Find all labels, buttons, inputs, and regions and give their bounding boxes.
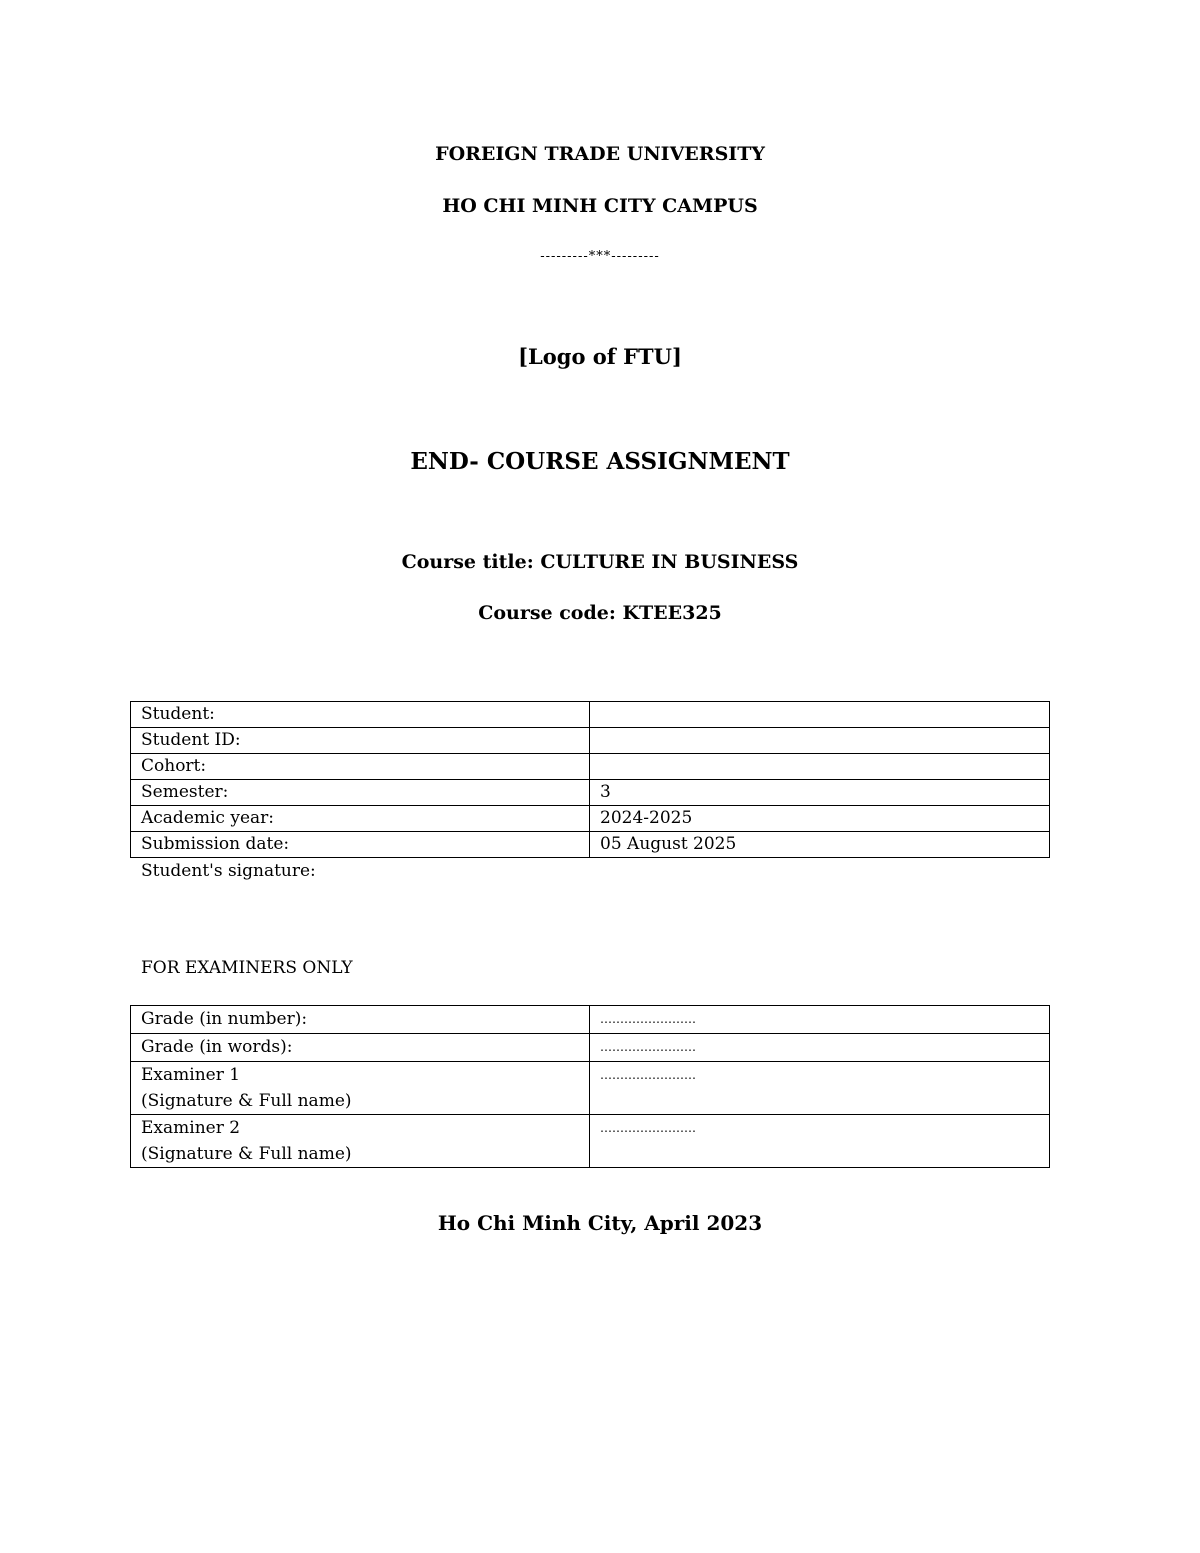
table-row (131, 754, 1050, 780)
table-row (131, 806, 1050, 832)
document-title: END- COURSE ASSIGNMENT (410, 448, 790, 475)
cohort-label: Cohort: (131, 754, 590, 780)
examiners-heading: FOR EXAMINERS ONLY (141, 958, 353, 978)
student-value[interactable] (590, 702, 1050, 728)
examiner-2-name-label: Examiner 2 (141, 1118, 241, 1138)
academic-year-value[interactable]: 2024-2025 (590, 806, 1050, 832)
examiner-2-value[interactable]: …………………… (590, 1115, 1050, 1168)
table-row (131, 1006, 1050, 1034)
university-name: FOREIGN TRADE UNIVERSITY (435, 143, 765, 165)
examiner-1-label (131, 1062, 590, 1115)
campus-name: HO CHI MINH CITY CAMPUS (442, 195, 758, 217)
student-info-table (130, 701, 1050, 858)
examiner-2-sublabel: (Signature & Full name) (141, 1144, 352, 1164)
grade-number-label (131, 1006, 590, 1034)
place-date-footer: Ho Chi Minh City, April 2023 (437, 1211, 763, 1235)
table-row (131, 780, 1050, 806)
table-row (131, 1115, 1050, 1168)
examiner-2-label (131, 1115, 590, 1168)
grade-words-label-text: Grade (in words): (141, 1037, 293, 1057)
examiner-table (130, 1005, 1050, 1168)
examiner-1-name-label: Examiner 1 (141, 1065, 241, 1085)
academic-year-label: Academic year: (131, 806, 590, 832)
student-label: Student: (131, 702, 590, 728)
course-title: Course title: CULTURE IN BUSINESS (401, 551, 799, 573)
table-row (131, 702, 1050, 728)
submission-date-value[interactable]: 05 August 2025 (590, 832, 1050, 858)
examiner-1-value[interactable]: …………………… (590, 1062, 1050, 1115)
grade-number-label-text: Grade (in number): (141, 1009, 308, 1029)
grade-words-value[interactable]: …………………… (590, 1034, 1050, 1062)
table-row (131, 1062, 1050, 1115)
semester-value[interactable]: 3 (590, 780, 1050, 806)
submission-date-label: Submission date: (131, 832, 590, 858)
cohort-value[interactable] (590, 754, 1050, 780)
student-signature-label: Student's signature: (141, 861, 316, 881)
student-id-value[interactable] (590, 728, 1050, 754)
grade-words-label (131, 1034, 590, 1062)
course-code: Course code: KTEE325 (478, 602, 722, 624)
grade-number-value[interactable]: …………………… (590, 1006, 1050, 1034)
examiner-1-sublabel: (Signature & Full name) (141, 1091, 352, 1111)
table-row (131, 832, 1050, 858)
semester-label: Semester: (131, 780, 590, 806)
table-row (131, 1034, 1050, 1062)
logo-placeholder: [Logo of FTU] (518, 344, 682, 369)
header-divider: ---------***--------- (540, 249, 660, 264)
table-row (131, 728, 1050, 754)
student-id-label: Student ID: (131, 728, 590, 754)
